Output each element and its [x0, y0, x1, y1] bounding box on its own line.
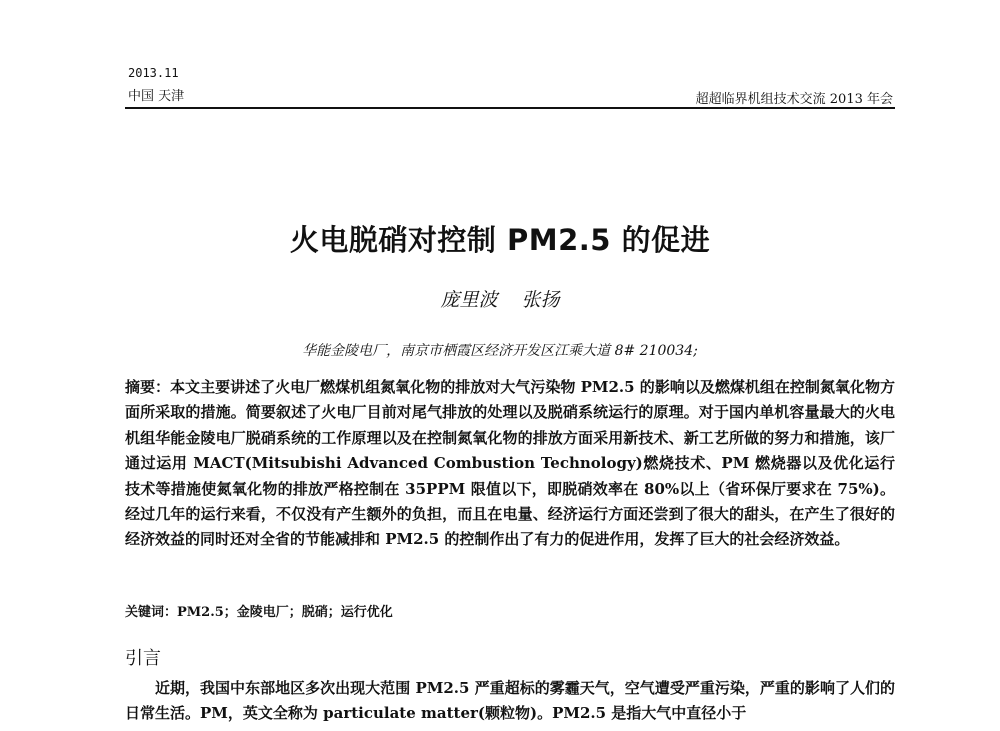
keywords: 关键词：PM2.5；金陵电厂；脱硝；运行优化	[125, 605, 393, 620]
paper-title: 火电脱硝对控制 PM2.5 的促进	[289, 223, 711, 257]
section-heading: 引言	[125, 648, 161, 669]
abstract-text: 本文主要讲述了火电厂燃煤机组氮氧化物的排放对大气污染物 PM2.5 的影响以及燃煤机组在控制氮氧化物方面所采取的措施。简要叙述了火电厂目前对尾气排放的处理以及脱硝系统运行的原理。对于国内单机容量最大的火电机组华能金陵电厂脱硝系统的工作原理以及在控制氮氧化物的排放方面采用新技术、新工艺所做的努力和措施，该厂通过运用 MACT(Mitsubishi Advanced Combustion Technology)燃烧技术、PM 燃烧器以及优化运行技术等措施使氮氧化物的排放严格控制在 35PPM 限值以下，即脱硝效率在 80%以上（省环保厅要求在 75%)。经过几年的运行来看，不仅没有产生额外的负担，而且在电量、经济运行方面还尝到了很大的甜头，在产生了很好的经济效益的同时还对全省的节能减排和 PM2.5 的控制作出了有力的促进作用，发挥了巨大的社会经济效益。	[125, 378, 895, 549]
header-conference: 超超临界机组技术交流 2013 年会	[695, 92, 893, 107]
paper-authors: 庞里波 张扬	[440, 289, 560, 311]
abstract-label: 摘要：	[125, 378, 171, 396]
author-affiliation: 华能金陵电厂，南京市栖霞区经济开发区江乘大道 8# 210034;	[302, 343, 698, 359]
intro-paragraph: 近期，我国中东部地区多次出现大范围 PM2.5 严重超标的雾霾天气，空气遭受严重污染，严重的影响了人们的日常生活。PM，英文全称为 particulate matter(颗粒物)。PM2.5 是指大气中直径小于	[125, 679, 895, 723]
running-header	[125, 64, 895, 112]
header-place: 中国 天津	[128, 89, 185, 104]
header-rule	[125, 107, 895, 109]
abstract	[125, 375, 895, 553]
header-date: 2013.11	[128, 66, 179, 80]
